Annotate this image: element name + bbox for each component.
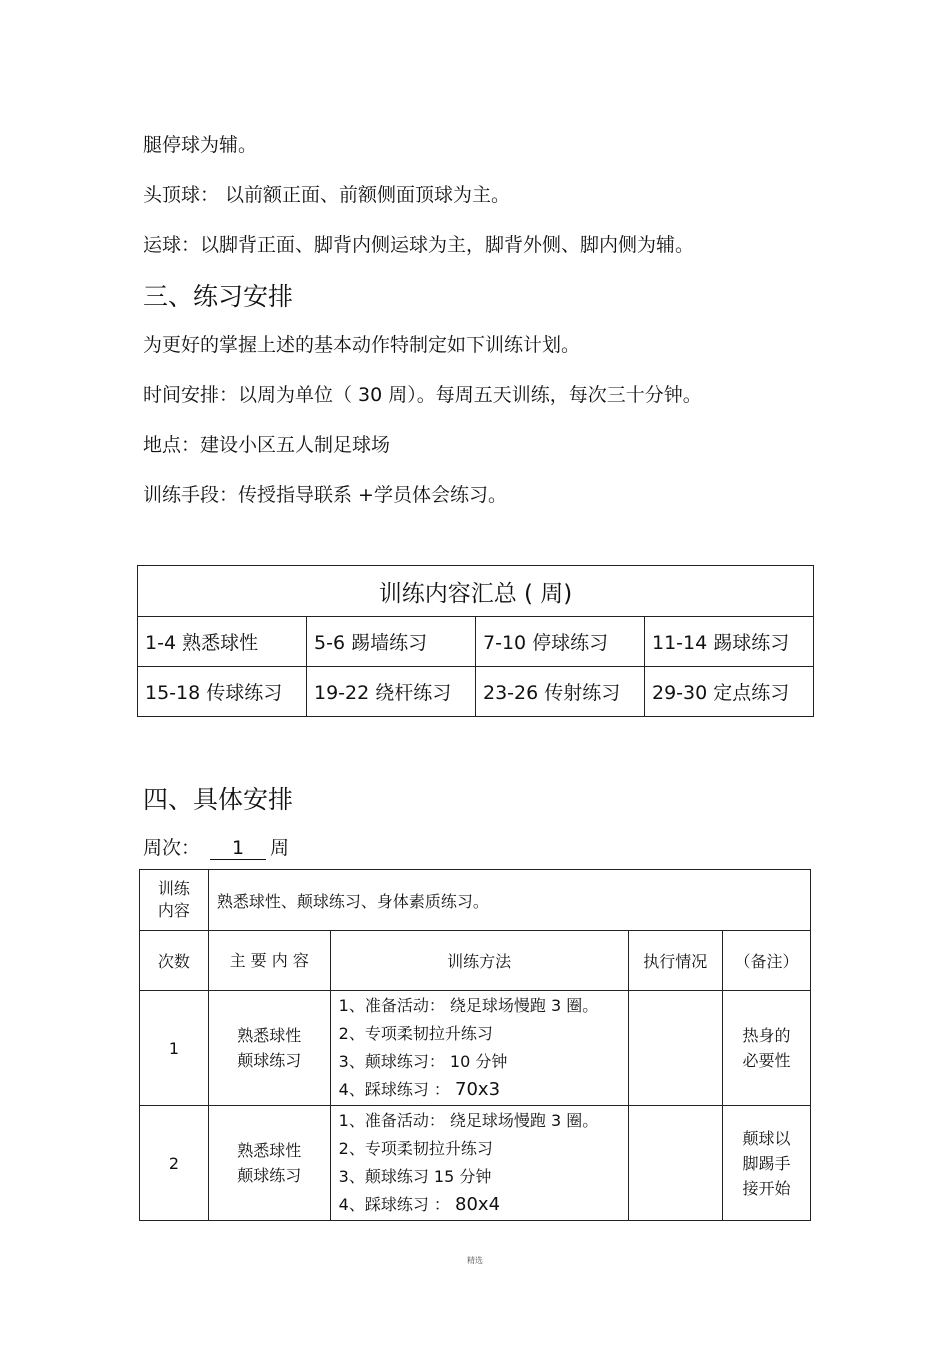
method-step-label: 4、踩球练习 ：: [338, 1195, 450, 1214]
paragraph-method: 训练手段：传授指导联系 +学员体会练习。: [143, 484, 507, 506]
content-label: 训练内容: [157, 879, 190, 920]
section-title-practice: 三、练习安排: [143, 282, 294, 311]
session-status: [628, 1106, 723, 1221]
page-footer: 精选: [467, 1256, 483, 1265]
content-label-cell: [140, 870, 209, 931]
session-status: [628, 991, 723, 1106]
header-count: 次数: [140, 931, 209, 991]
method-step-reps: 70x3: [455, 1079, 501, 1100]
main-item: 颠球练习: [237, 1166, 302, 1185]
method-step-last: [339, 1076, 628, 1104]
method-step: 1、准备活动： 绕足球场慢跑 3 圈。: [338, 1111, 599, 1130]
method-step-label: 4、踩球练习 ：: [338, 1080, 450, 1099]
summary-cell: 5-6 踢墙练习: [307, 617, 476, 667]
content-value: 熟悉球性、颠球练习、身体素质练习。: [208, 870, 810, 931]
summary-cell: 23-26 传射练习: [476, 667, 645, 717]
header-method: 训练方法: [330, 931, 628, 991]
summary-cell: 19-22 绕杆练习: [307, 667, 476, 717]
header-notes: （备注）: [723, 931, 811, 991]
week-line: [143, 833, 289, 860]
paragraph-location: 地点：建设小区五人制足球场: [143, 434, 391, 456]
method-step: 1、准备活动： 绕足球场慢跑 3 圈。: [338, 996, 599, 1015]
summary-caption: 训练内容汇总 ( 周): [138, 566, 814, 617]
summary-cell: 15-18 传球练习: [138, 667, 307, 717]
paragraph-heading-ball: 头顶球： 以前额正面、前额侧面顶球为主。: [143, 184, 511, 206]
paragraph-thigh-trap: 腿停球为辅。: [143, 134, 258, 156]
session-number: 1: [140, 991, 209, 1106]
summary-cell: 29-30 定点练习: [645, 667, 814, 717]
paragraph-schedule: 时间安排：以周为单位（ 30 周）。每周五天训练，每次三十分钟。: [143, 384, 702, 406]
method-step: 2、专项柔韧拉升练习: [338, 1024, 493, 1043]
section-title-details: 四、具体安排: [143, 785, 294, 814]
header-status: 执行情况: [628, 931, 723, 991]
method-step: 3、颠球练习： 10 分钟: [338, 1052, 508, 1071]
summary-cell: 7-10 停球练习: [476, 617, 645, 667]
weekly-plan-table: [139, 869, 811, 1221]
main-item: 熟悉球性: [237, 1141, 302, 1160]
session-main-content: [208, 1106, 330, 1221]
week-number: 1: [210, 837, 266, 860]
header-main-content-cell: [208, 931, 330, 991]
session-method: [330, 991, 628, 1106]
method-step: 2、专项柔韧拉升练习: [338, 1139, 493, 1158]
session-method: [330, 1106, 628, 1221]
header-main-content: 主 要 内 容: [229, 950, 309, 970]
paragraph-plan-intro: 为更好的掌握上述的基本动作特制定如下训练计划。: [143, 334, 581, 356]
training-summary-table: [137, 565, 814, 717]
table-row: [138, 667, 814, 717]
session-note-cell: [723, 991, 811, 1106]
session-note: 热身的必要性: [742, 1026, 791, 1070]
session-main-content: [208, 991, 330, 1106]
table-row: [138, 617, 814, 667]
session-note: 颠球以脚踢手接开始: [742, 1128, 791, 1198]
main-item: 熟悉球性: [237, 1026, 302, 1045]
session-number: 2: [140, 1106, 209, 1221]
paragraph-dribbling: 运球：以脚背正面、脚背内侧运球为主，脚背外侧、脚内侧为辅。: [143, 234, 695, 256]
method-step-reps: 80x4: [455, 1194, 501, 1215]
method-step: 3、颠球练习 15 分钟: [338, 1167, 492, 1186]
method-step-last: [339, 1191, 628, 1219]
summary-cell: 11-14 踢球练习: [645, 617, 814, 667]
week-label: 周次：: [143, 837, 201, 859]
session-note-cell: [723, 1106, 811, 1221]
week-unit: 周: [270, 837, 290, 859]
summary-cell: 1-4 熟悉球性: [138, 617, 307, 667]
table-row: [140, 1106, 811, 1221]
main-item: 颠球练习: [237, 1051, 302, 1070]
table-row: [140, 991, 811, 1106]
